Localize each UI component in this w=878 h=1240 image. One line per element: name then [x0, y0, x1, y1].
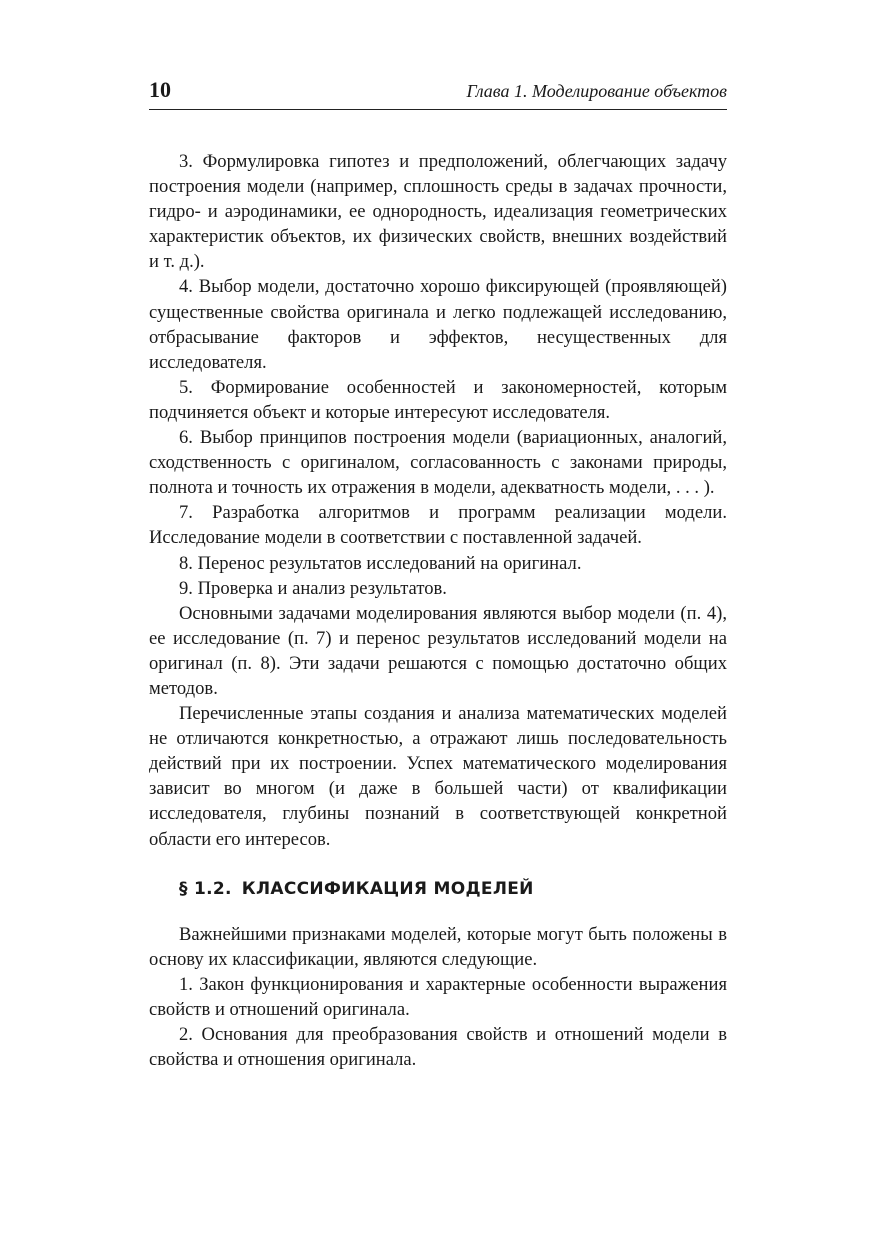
- section-heading: [149, 876, 727, 902]
- paragraph-step-7: 7. Разработка алгоритмов и программ реализации модели. Исследование модели в соответствии с поставленной задачей.: [149, 502, 727, 549]
- paragraph-step-3: 3. Формулировка гипотез и предположений, облегчающих задачу построения модели (например, сплошность среды в задачах прочности, гидро- и аэродинамики, ее однородность, идеализация геометрических характеристик объектов, их физических свойств, внешних воздействий и т. д.).: [149, 151, 727, 273]
- paragraph-step-8: 8. Перенос результатов исследований на оригинал.: [179, 552, 582, 574]
- paragraph-criterion-1: 1. Закон функционирования и характерные особенности выражения свойств и отношений оригинала.: [149, 973, 727, 1020]
- paragraph-criterion-2: 2. Основания для преобразования свойств и отношений модели в свойства и отношения оригинала.: [149, 1024, 727, 1071]
- running-header: [149, 76, 727, 110]
- section-title: КЛАССИФИКАЦИЯ МОДЕЛЕЙ: [241, 878, 534, 899]
- paragraph-step-5: 5. Формирование особенностей и закономерностей, которым подчиняется объект и которые интересуют исследователя.: [149, 376, 727, 423]
- page: [149, 76, 727, 1072]
- section-number: § 1.2.: [179, 878, 232, 899]
- paragraph-step-6: 6. Выбор принципов построения модели (вариационных, аналогий, сходственность с оригиналом, согласованность с законами природы, полнота и точность их отражения в модели, адекватность модели, . . . ).: [149, 427, 727, 499]
- paragraph-stages-summary: Перечисленные этапы создания и анализа математических моделей не отличаются конкретностью, а отражают лишь последовательность действий при их построении. Успех математического моделирования зависит во многом (и даже в большей части) от квалификации исследователя, глубины познаний в соответствующей конкретной области его интересов.: [149, 703, 727, 850]
- body-text: [149, 149, 727, 1072]
- paragraph-main-tasks: Основными задачами моделирования являются выбор модели (п. 4), ее исследование (п. 7) и перенос результатов исследований модели на оригинал (п. 8). Эти задачи решаются с помощью достаточно общих методов.: [149, 602, 727, 699]
- page-number: 10: [149, 77, 171, 102]
- paragraph-classification-intro: Важнейшими признаками моделей, которые могут быть положены в основу их классификации, являются следующие.: [149, 923, 727, 970]
- paragraph-step-4: 4. Выбор модели, достаточно хорошо фиксирующей (проявляющей) существенные свойства оригинала и легко подлежащей исследованию, отбрасывание факторов и эффектов, несущественных для исследователя.: [149, 276, 727, 373]
- paragraph-step-9: 9. Проверка и анализ результатов.: [179, 577, 447, 599]
- chapter-title: Глава 1. Моделирование объектов: [466, 81, 727, 101]
